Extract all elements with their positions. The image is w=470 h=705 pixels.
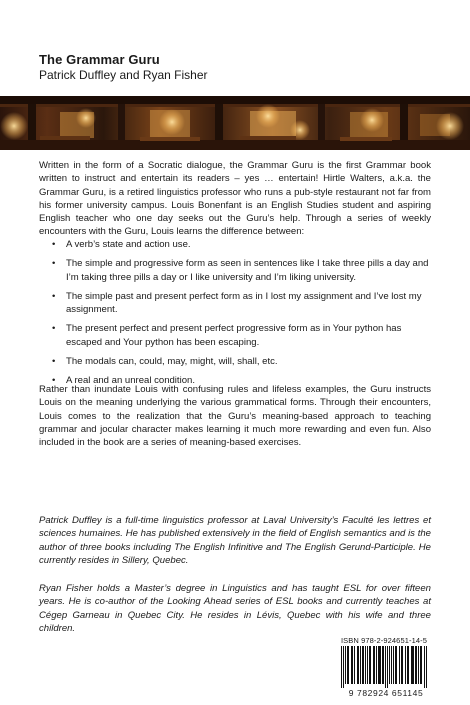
barcode-bar (369, 646, 371, 684)
barcode-bar (378, 646, 381, 684)
bullet-icon: • (52, 323, 56, 335)
list-item-text: The simple and progressive form as seen in sentences like I take three pills a day and I’m taking three pills a day or I like university and I’m liking university. (66, 258, 429, 283)
barcode-bar (385, 646, 386, 688)
barcode-bar (367, 646, 368, 684)
bullet-icon: • (52, 375, 56, 387)
barcode-bar (395, 646, 397, 684)
barcode-bar (360, 646, 361, 684)
barcode-bar (341, 646, 342, 688)
book-title: The Grammar Guru (39, 52, 160, 67)
bullet-icon: • (52, 258, 56, 270)
barcode-bar (373, 646, 375, 684)
barcode-bar (365, 646, 366, 684)
barcode-bar (411, 646, 414, 684)
learning-points-list (39, 238, 431, 394)
barcode-bar (362, 646, 364, 684)
bullet-icon: • (52, 290, 56, 302)
list-item (39, 238, 431, 251)
barcode-bar (418, 646, 419, 684)
list-item-text: A real and an unreal condition. (66, 375, 195, 387)
isbn-label: ISBN 978-2-924651-14-5 (341, 636, 428, 645)
description-intro: Written in the form of a Socratic dialogue, the Grammar Guru is the first Grammar book written to instruct and entertain its readers – yes … entertain! Hirtle Walters, a.k.a. the Grammar Guru, is a retired linguistics professor who runs a pub-style restaurant not far from his former university campus. Louis Bonenfant is an English Studies student and aspiring English teacher who one day seeks out the Guru’s help. Through a series of weekly encounters with the Guru, Louis learns the difference between: (39, 160, 431, 238)
barcode-bar (405, 646, 406, 684)
pub-interior-illustration (0, 96, 470, 150)
barcode-bar (420, 646, 422, 684)
barcode-bar (347, 646, 349, 684)
barcode-bar (387, 646, 388, 688)
barcode-bar (345, 646, 346, 684)
isbn-barcode (339, 646, 433, 688)
list-item (39, 322, 431, 349)
barcode-bar (351, 646, 353, 684)
barcode-bar (424, 646, 425, 688)
list-item (39, 290, 431, 317)
barcode-bar (354, 646, 355, 684)
author-bio-fisher: Ryan Fisher holds a Master’s degree in Linguistics and has taught ESL for over fifteen years. He is co-author of the Looking Ahead series of ESL books and currently teaches at Cégep Garneau in Quebec City. He resides in Lévis, Quebec with his wife and three children. (39, 583, 431, 634)
pub-interior-banner-image (0, 96, 470, 150)
bullet-icon: • (52, 356, 56, 368)
barcode-bar (357, 646, 359, 684)
barcode-bar (407, 646, 409, 684)
barcode-bar (343, 646, 344, 688)
list-item-text: The simple past and present perfect form as in I lost my assignment and I’ve lost my assignment. (66, 290, 422, 316)
list-item-text: The present perfect and present perfect progressive form as in Your python has escaped and Your python has been escaping. (66, 323, 402, 348)
barcode-bar (415, 646, 417, 684)
list-item (39, 257, 431, 284)
barcode-bar (393, 646, 394, 684)
bullet-icon: • (52, 239, 56, 250)
barcode-bar (399, 646, 400, 684)
barcode-bar (389, 646, 390, 684)
barcode-bar (426, 646, 427, 688)
barcode-bar (376, 646, 377, 684)
barcode-bar (391, 646, 392, 684)
book-authors: Patrick Duffley and Ryan Fisher (39, 68, 208, 82)
list-item-text: A verb’s state and action use. (66, 239, 191, 250)
list-item (39, 355, 431, 368)
barcode-digits: 9 782924 651145 (348, 688, 424, 698)
list-item-text: The modals can, could, may, might, will, shall, etc. (66, 356, 278, 368)
barcode-bar (382, 646, 384, 684)
description-closing: Rather than inundate Louis with confusing rules and lifeless examples, the Guru instructs Louis on the meaning underlying the various grammatical forms. Through their encounters, Louis comes to the realization that the Guru’s meaning-based approach to teaching grammar and jocular character makes learning it much more rewarding and even fun. Also included in the book are a series of meaning-based exercises. (39, 384, 431, 449)
barcode-bar (401, 646, 403, 684)
author-bio-duffley: Patrick Duffley is a full-time linguistics professor at Laval University’s Faculté les lettres et sciences humaines. He has published extensively in the field of English semantics and is the author of three books including The English Infinitive and The English Gerund-Participle. He currently resides in Sillery, Quebec. (39, 515, 431, 566)
